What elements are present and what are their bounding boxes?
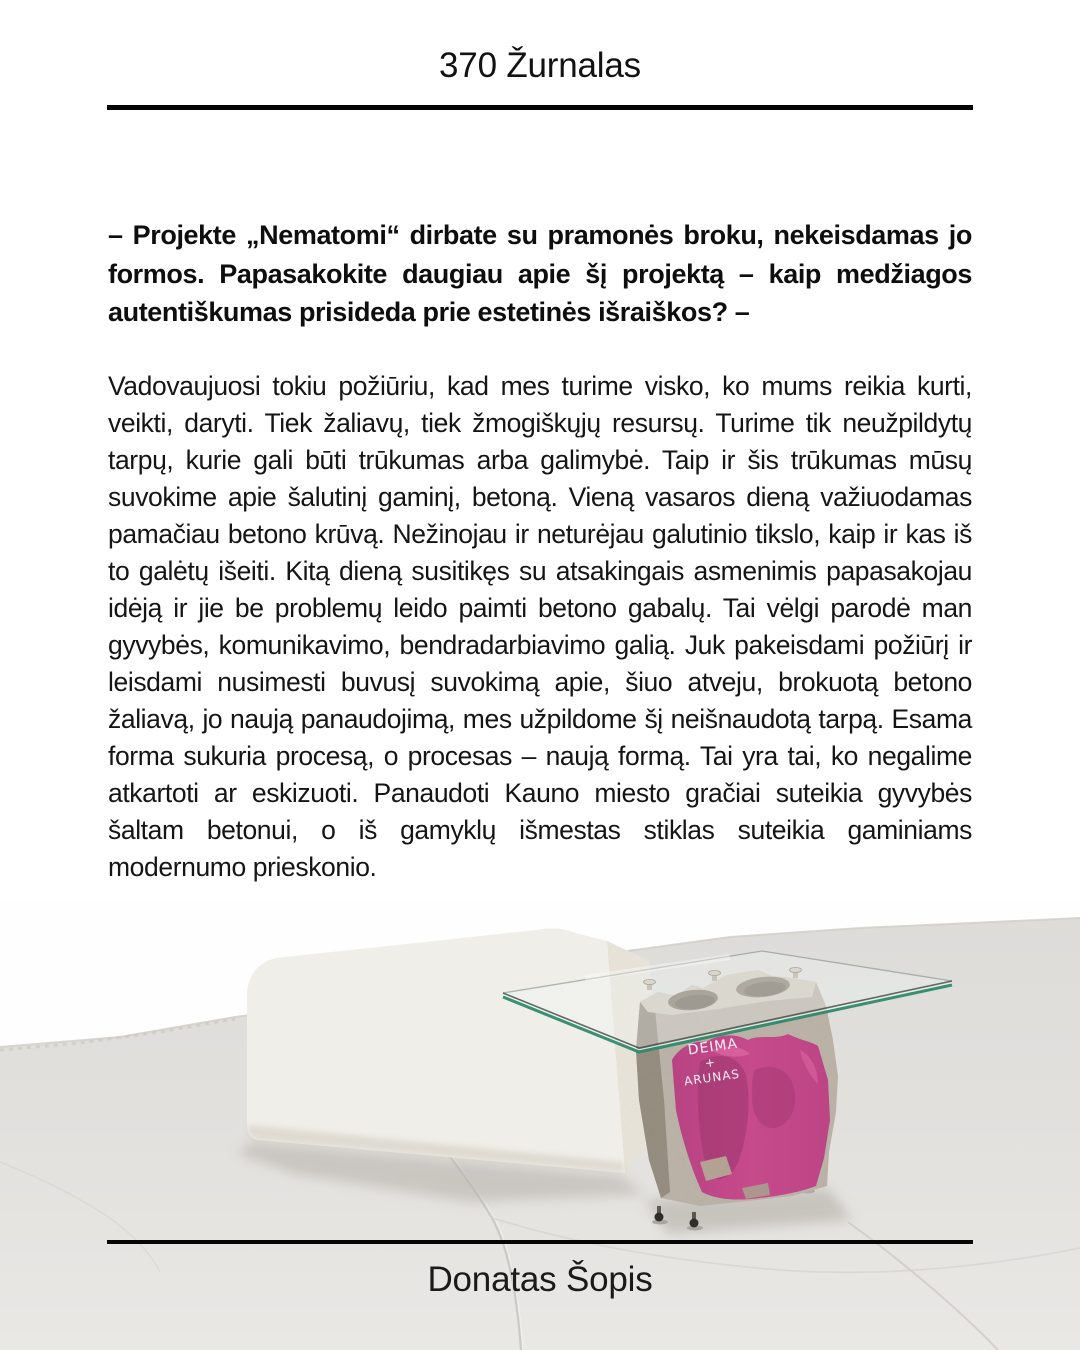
interview-question: – Projekte „Nematomi“ dirbate su pramonės broku, nekeisdamas jo formos. Papasakokite daugiau apie šį projektą – kaip medžiagos autentiškumas prisideda prie estetinės išraiškos? – xyxy=(108,220,972,327)
top-divider-rule xyxy=(107,105,973,110)
author-name: Donatas Šopis xyxy=(427,1260,653,1299)
graffiti-line2: + xyxy=(703,1054,717,1071)
graffiti-line3: ARUNAS xyxy=(683,1066,741,1089)
page-title: 370 Žurnalas xyxy=(439,46,641,85)
bottom-divider-rule xyxy=(107,1240,973,1244)
graffiti-line1: DEIMA xyxy=(686,1035,740,1059)
interview-answer: Vadovaujuosi tokiu požiūriu, kad mes turime visko, ko mums reikia kurti, veikti, daryti. Tiek žaliavų, tiek žmogiškųjų resursų. Turime tik neužpildytų tarpų, kurie gali būti trūkumas arba galimybė. Taip ir šis trūkumas mūsų suvokime apie šalutinį gaminį, betoną. Vieną vasaros dieną važiuodamas pamačiau betono krūvą. Nežinojau ir neturėjau galutinio tikslo, kaip ir kas iš to galėtų išeiti. Kitą dieną susitikęs su atsakingais asmenimis papasakojau idėją ir jie be problemų leido paimti betono gabalų. Tai vėlgi parodė man gyvybės, komunikavimo, bendradarbiavimo galią. Juk pakeisdami požiūrį ir leisdami nusimesti buvusį suvokimą apie, šiuo atveju, brokuotą betono žaliavą, jo naują panaudojimą, mes užpildome šį neišnaudotą tarpą. Esama forma sukuria procesą, o procesas – naują formą. Tai yra tai, ko negalime atkartoti ar eskizuoti. Panaudoti Kauno miesto gračiai suteikia gyvybės šaltam betonui, o iš gamyklų išmestas stiklas suteikia gaminiams modernumo prieskonio. xyxy=(108,370,972,882)
